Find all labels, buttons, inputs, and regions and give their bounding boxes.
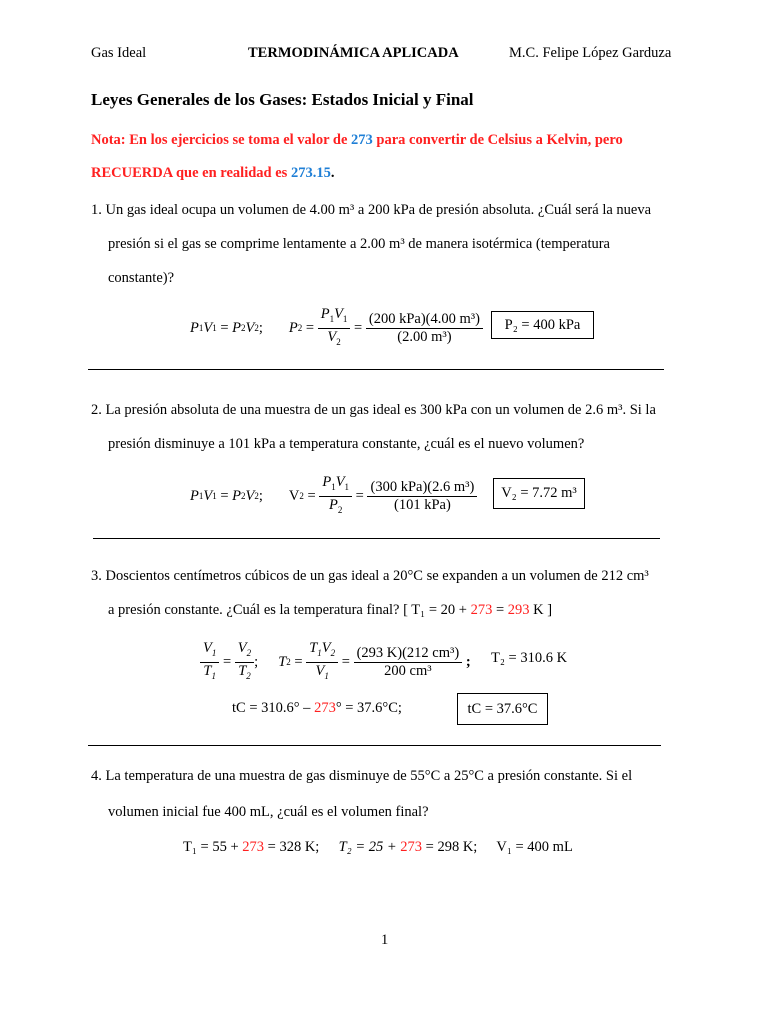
problem-4-line-2: volumen inicial fue 400 mL, ¿cuál es el volumen final? — [108, 804, 429, 820]
problem-3-tc-calc-a: tC = 310.6° – — [232, 700, 315, 716]
problem-3-line-2 — [108, 602, 552, 619]
problem-3-line-2-text: a presión constante. ¿Cuál es la temperatura final? [ T₁ = 20 + — [108, 602, 471, 618]
problem-2-line-1: 2. La presión absoluta de una muestra de un gas ideal es 300 kPa con un volumen de 2.6 m³. Si la — [91, 402, 656, 418]
problem-4-t2-c: = 298 K; — [422, 839, 478, 855]
problem-3-answer: tC = 37.6°C — [467, 701, 538, 717]
problem-3-tc-273: 273 — [314, 700, 336, 716]
note-line-1 — [91, 132, 623, 149]
divider — [88, 369, 664, 370]
note-text-3: RECUERDA que en realidad es — [91, 165, 291, 181]
problem-3-answer-box — [457, 693, 548, 725]
problem-4-t1-a: T₁ = 55 + — [183, 839, 243, 855]
problem-3-line-1: 3. Doscientos centímetros cúbicos de un gas ideal a 20°C se expanden a un volumen de 212 cm³ — [91, 568, 649, 584]
problem-3-t2-result: T₂ = 310.6 K — [491, 650, 568, 666]
problem-2-answer: V₂ = 7.72 m³ — [501, 485, 577, 501]
divider — [88, 745, 661, 746]
divider — [93, 538, 660, 539]
problem-3-tc-calc-c: ° = 37.6°C; — [335, 700, 402, 716]
problem-4-data — [183, 839, 573, 856]
problem-3-fraction-numerator: (293 K)(212 cm³) — [354, 645, 463, 663]
header-center: TERMODINÁMICA APLICADA — [248, 45, 459, 61]
problem-2-fraction-denominator: (101 kPa) — [394, 496, 451, 513]
header-left: Gas Ideal — [91, 45, 147, 61]
note-line-2 — [91, 165, 334, 182]
problem-1-answer: P₂ = 400 kPa — [504, 317, 581, 333]
note-text-2: para convertir de Celsius a Kelvin, pero — [372, 132, 623, 148]
problem-3-273: 273 — [470, 602, 493, 618]
note-text-4: . — [330, 165, 335, 181]
problem-4-line-1: 4. La temperatura de una muestra de gas disminuye de 55°C a 25°C a presión constante. Si el — [91, 768, 633, 784]
page-title: Leyes Generales de los Gases: Estados Inicial y Final — [91, 90, 474, 109]
problem-1-fraction-numerator: (200 kPa)(4.00 m³) — [366, 311, 483, 329]
problem-3-equation: $\frac{V_1}{T_1}$ = $\frac{V_2}{T_2}$ ; T 2 = $\frac{T_1V_2}{V_1}$ = $\frac{\text{(293 K)(212 cm³)}}{\text{200 cm³}}$ ; — [200, 640, 471, 685]
problem-2-fraction-numerator: (300 kPa)(2.6 m³) — [367, 479, 477, 497]
problem-1-fraction-denominator: (2.00 m³) — [397, 328, 452, 345]
problem-4-t2-a: T₂ = 25 + — [338, 839, 401, 855]
problem-4-t1-c: = 328 K; — [264, 839, 320, 855]
problem-1-equation: P 1 V 1 = P 2 V 2 ; P 2 = $\frac{P_1V_1}{V_2}$ = $\frac{\text{(200 kPa)(4.00 m³)}}{\text{(2.00 m³)}}$ — [190, 306, 483, 351]
problem-4-t1-273: 273 — [242, 839, 265, 855]
problem-3-293: 293 — [507, 602, 530, 618]
problem-3-k: K ] — [529, 602, 553, 618]
note-text-1: Nota: En los ejercicios se toma el valor de — [91, 132, 352, 148]
problem-3-equals: = — [492, 602, 508, 618]
problem-4-v1: V₁ = 400 mL — [496, 839, 573, 855]
problem-3-tc-calc — [232, 700, 402, 717]
problem-3-fraction-denominator: 200 cm³ — [384, 662, 432, 679]
problem-1-line-2: presión si el gas se comprime lentamente a 2.00 m³ de manera isotérmica (temperatura — [108, 236, 610, 252]
problem-1-answer-box — [491, 311, 594, 339]
note-value-273: 273 — [351, 132, 373, 148]
note-value-273-15: 273.15 — [290, 165, 331, 181]
problem-1-line-3: constante)? — [108, 270, 175, 286]
problem-2-answer-box — [493, 478, 585, 509]
problem-2-equation: P 1 V 1 = P 2 V 2 ; V 2 = $\frac{P_1V_1}{P_2}$ = $\frac{\text{(300 kPa)(2.6 m³)}}{\text{(101 kPa)}}$ — [190, 474, 477, 519]
problem-4-t2-273: 273 — [400, 839, 423, 855]
page-number: 1 — [381, 932, 389, 948]
header-right: M.C. Felipe López Garduza — [509, 45, 672, 61]
problem-1-line-1: 1. Un gas ideal ocupa un volumen de 4.00 m³ a 200 kPa de presión absoluta. ¿Cuál será la nueva — [91, 202, 652, 218]
problem-2-line-2: presión disminuye a 101 kPa a temperatura constante, ¿cuál es el nuevo volumen? — [108, 436, 585, 452]
